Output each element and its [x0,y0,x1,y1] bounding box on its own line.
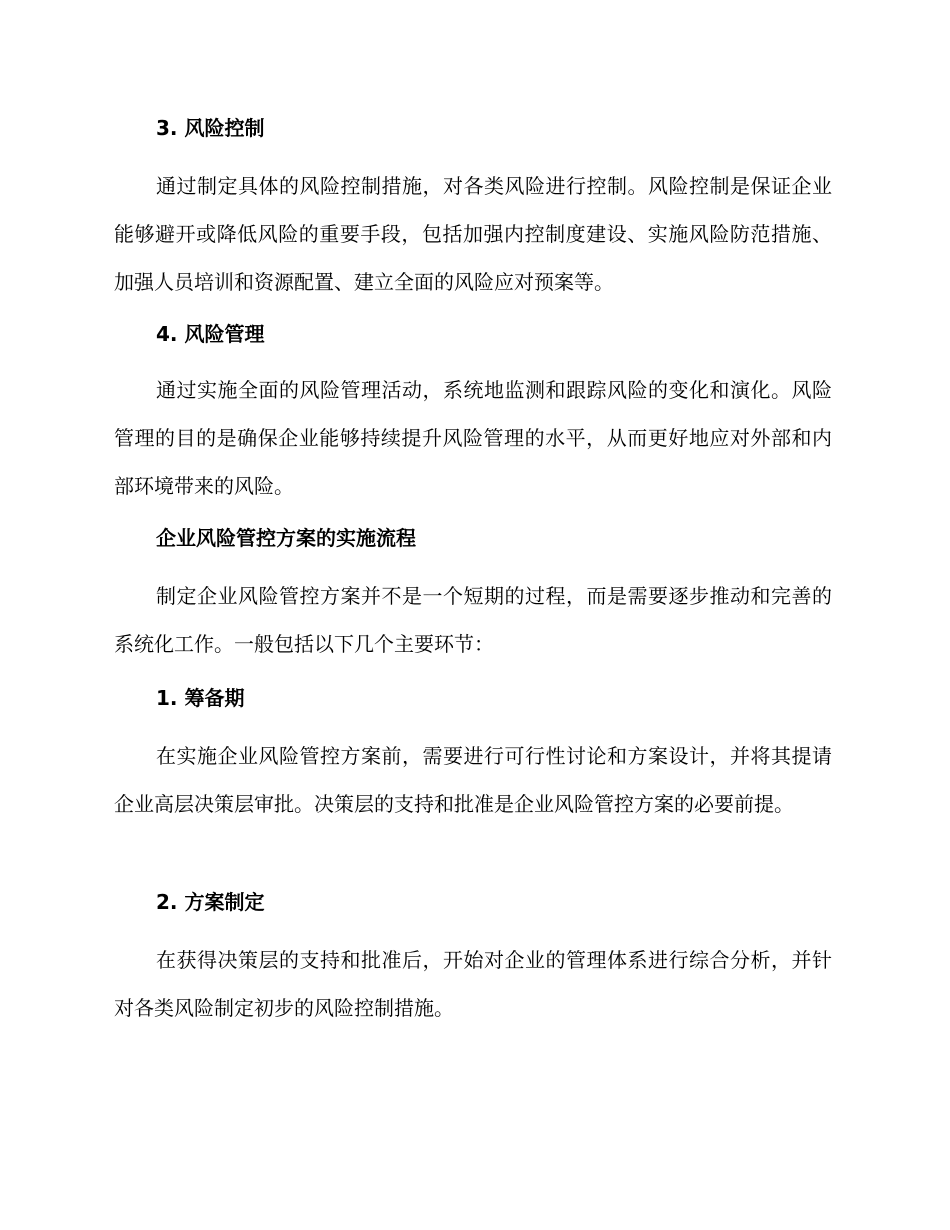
section-heading-risk-management: 4. 风险管理 [156,322,265,346]
section-paragraph-risk-management: 通过实施全面的风险管理活动，系统地监测和跟踪风险的变化和演化。风险管理的目的是确保企业能够持续提升风险管理的水平，从而更好地应对外部和内部环境带来的风险。 [114,378,832,498]
section-paragraph-implementation-process: 制定企业风险管控方案并不是一个短期的过程，而是需要逐步推动和完善的系统化工作。一般包括以下几个主要环节： [114,584,832,656]
section-heading-risk-control: 3. 风险控制 [156,116,265,140]
section-heading-plan-formulation: 2. 方案制定 [156,890,265,914]
section-paragraph-preparation: 在实施企业风险管控方案前，需要进行可行性讨论和方案设计，并将其提请企业高层决策层审批。决策层的支持和批准是企业风险管控方案的必要前提。 [114,744,832,816]
section-heading-preparation: 1. 筹备期 [156,686,245,710]
section-heading-implementation-process: 企业风险管控方案的实施流程 [156,526,416,550]
section-paragraph-plan-formulation: 在获得决策层的支持和批准后，开始对企业的管理体系进行综合分析，并针对各类风险制定初步的风险控制措施。 [114,948,832,1020]
section-paragraph-risk-control: 通过制定具体的风险控制措施，对各类风险进行控制。风险控制是保证企业能够避开或降低风险的重要手段，包括加强内控制度建设、实施风险防范措施、加强人员培训和资源配置、建立全面的风险应对预案等。 [114,174,832,294]
